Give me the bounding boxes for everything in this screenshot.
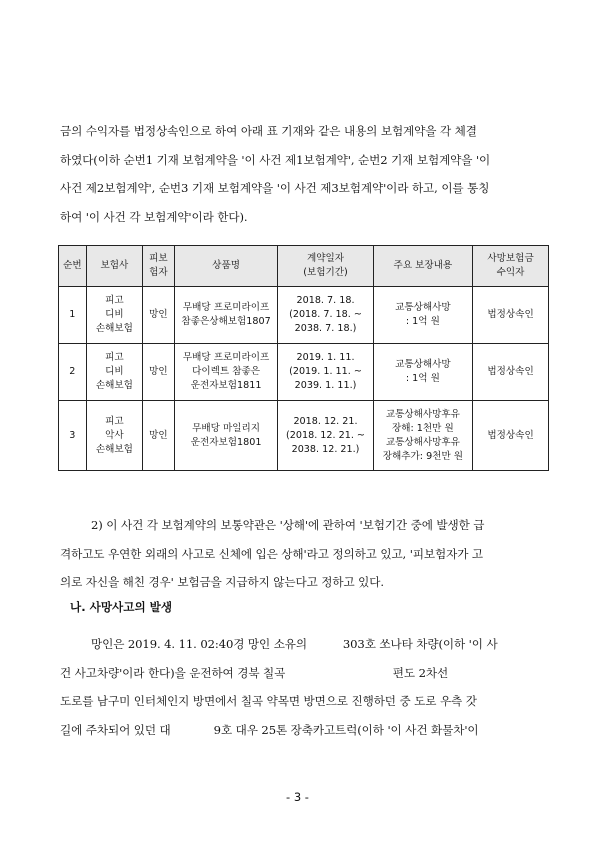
table-row: [59, 287, 549, 344]
cell-insurer: 피고 악사 손해보험: [86, 401, 142, 471]
policy-terms-paragraph: [60, 511, 547, 597]
cell-coverage: 교통상해사망 : 1억 원: [373, 287, 472, 344]
table-row: [59, 401, 549, 471]
page-number: - 3 -: [286, 790, 309, 804]
accident-paragraph: [60, 630, 547, 744]
text-line: 격하고도 우연한 외래의 사고로 신체에 입은 상해'라고 정의하고 있고, '피보험자가 고: [60, 546, 484, 561]
text-line: 하여 '이 사건 각 보험계약'이라 한다).: [60, 209, 248, 224]
table-header-row: [59, 246, 549, 287]
header-insured: 피보 험자: [143, 246, 175, 287]
text-line: 건 사고차량'이라 한다)을 운전하여 경북 칠곡 편도 2차선: [60, 665, 449, 680]
cell-product: 무배당 마일리지 운전자보험1801: [174, 401, 278, 471]
intro-paragraph: [60, 117, 547, 231]
text-line: 2) 이 사건 각 보험계약의 보통약관은 '상해'에 관하여 '보험기간 중에 발생한 급: [91, 518, 485, 532]
cell-beneficiary: 법정상속인: [473, 344, 549, 401]
cell-insured: 망인: [143, 344, 175, 401]
cell-insurer: 피고 디비 손해보험: [86, 344, 142, 401]
header-product: 상품명: [174, 246, 278, 287]
text-line: 하였다(이하 순번1 기재 보험계약을 '이 사건 제1보험계약', 순번2 기재 보험계약을 '이: [60, 152, 491, 167]
text-line: 금의 수익자를 법정상속인으로 하여 아래 표 기재와 같은 내용의 보험계약을 각 체결: [60, 124, 477, 138]
cell-beneficiary: 법정상속인: [473, 401, 549, 471]
cell-insured: 망인: [143, 287, 175, 344]
header-no: 순번: [59, 246, 87, 287]
header-contract-date: 계약일자 (보험기간): [278, 246, 373, 287]
cell-insured: 망인: [143, 401, 175, 471]
cell-date: 2019. 1. 11. (2019. 1. 11. ~ 2039. 1. 11.): [278, 344, 373, 401]
section-heading: 나. 사망사고의 발생: [70, 600, 173, 614]
cell-no: 1: [59, 287, 87, 344]
header-coverage: 주요 보장내용: [373, 246, 472, 287]
text-line: 사건 제2보험계약', 순번3 기재 보험계약을 '이 사건 제3보험계약'이라 하고, 이를 통칭: [60, 181, 490, 195]
cell-date: 2018. 12. 21. (2018. 12. 21. ~ 2038. 12. 21.): [278, 401, 373, 471]
cell-coverage: 교통상해사망후유 장해: 1천만 원 교통상해사망후유 장해추가: 9천만 원: [373, 401, 472, 471]
header-insurer: 보험사: [86, 246, 142, 287]
text-line: 길에 주차되어 있던 대 9호 대우 25톤 장축카고트럭(이하 '이 사건 화물차'이: [60, 722, 479, 737]
cell-product: 무배당 프로미라이프 참좋은상해보험1807: [174, 287, 278, 344]
cell-product: 무배당 프로미라이프 다이렉트 참좋은 운전자보험1811: [174, 344, 278, 401]
text-line: 망인은 2019. 4. 11. 02:40경 망인 소유의 303호 쏘나타 차량(이하 '이 사: [91, 637, 498, 651]
cell-coverage: 교통상해사망 : 1억 원: [373, 344, 472, 401]
cell-no: 3: [59, 401, 87, 471]
text-line: 도로를 남구미 인터체인지 방면에서 칠곡 약목면 방면으로 진행하던 중 도로 우측 갓: [60, 694, 477, 708]
table-row: [59, 344, 549, 401]
cell-no: 2: [59, 344, 87, 401]
text-line: 의로 자신을 해친 경우' 보험금을 지급하지 않는다고 정하고 있다.: [60, 575, 384, 589]
insurance-contracts-table: [58, 245, 549, 471]
cell-beneficiary: 법정상속인: [473, 287, 549, 344]
cell-date: 2018. 7. 18. (2018. 7. 18. ~ 2038. 7. 18.): [278, 287, 373, 344]
header-beneficiary: 사망보험금 수익자: [473, 246, 549, 287]
cell-insurer: 피고 디비 손해보험: [86, 287, 142, 344]
